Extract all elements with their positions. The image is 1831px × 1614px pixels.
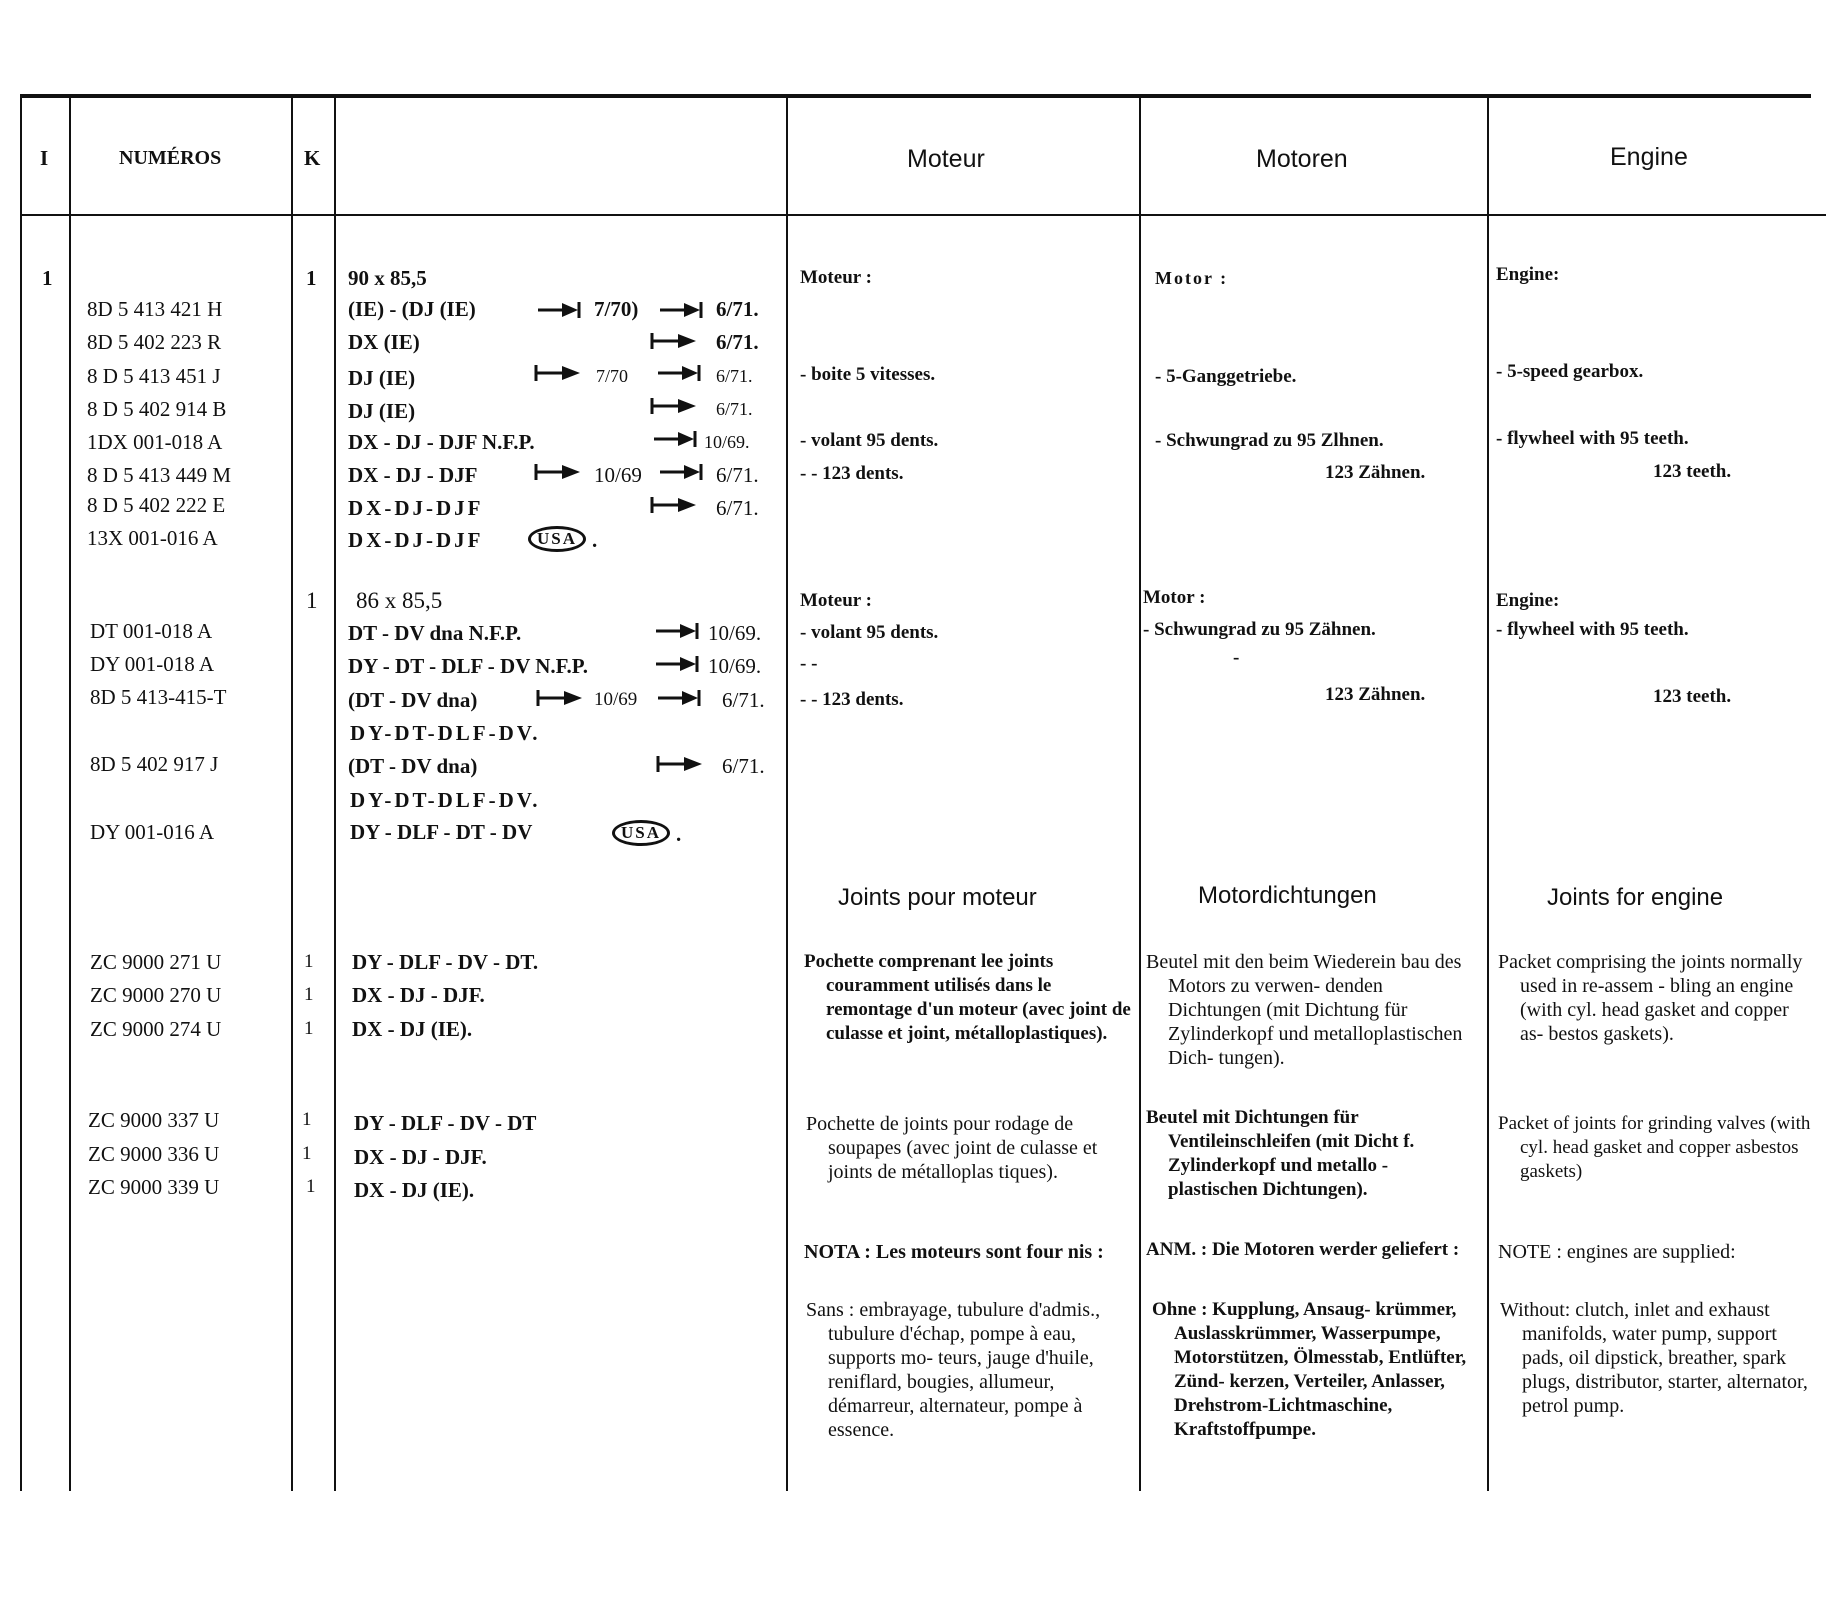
group2-en-teeth: 123 teeth. bbox=[1653, 686, 1732, 707]
joint-set2-fr-description bbox=[806, 1112, 1128, 1184]
group2-fr-title: Moteur : bbox=[800, 590, 872, 611]
group2-type-line: (DT - DV dna) bbox=[348, 688, 478, 712]
group1-date-until: 6/71. bbox=[716, 463, 759, 487]
group1-en-teeth: 123 teeth. bbox=[1653, 461, 1732, 482]
group1-type-line: DX-DJ-DJF bbox=[348, 496, 484, 520]
group1-date-until: 10/69. bbox=[704, 432, 750, 452]
group2-part-number: 8D 5 413-415-T bbox=[90, 685, 227, 709]
stamp-dot: . bbox=[676, 822, 682, 846]
header-col-i: I bbox=[40, 146, 49, 170]
group1-bore: 90 x 85,5 bbox=[348, 266, 427, 290]
group1-part-number: 8 D 5 402 222 E bbox=[87, 493, 226, 517]
group1-de-gearbox: - 5-Ganggetriebe. bbox=[1155, 366, 1297, 387]
top-rule bbox=[20, 94, 1811, 98]
group2-de-teeth: 123 Zähnen. bbox=[1325, 684, 1426, 705]
group1-date-until: 6/71. bbox=[716, 399, 753, 419]
nota-en-title: NOTE : engines are supplied: bbox=[1498, 1241, 1736, 1263]
header-col-k: K bbox=[304, 146, 321, 170]
group1-type-line: DJ (IE) bbox=[348, 366, 416, 390]
group1-fr-gearbox: - boite 5 vitesses. bbox=[800, 364, 936, 385]
joint-set2-qty: 1 bbox=[306, 1176, 316, 1197]
col-divider-3 bbox=[334, 96, 336, 1491]
joint-set1-en-text: Packet comprising the joints normally used in re-assem - bling an engine (with cyl. head gasket and copper as- bestos gaskets). bbox=[1498, 951, 1803, 1045]
joints-en-title: Joints for engine bbox=[1547, 884, 1724, 911]
until-arrow-icon bbox=[656, 364, 702, 382]
group1-part-number: 8 D 5 402 914 B bbox=[87, 397, 227, 421]
group2-en-flywheel: - flywheel with 95 teeth. bbox=[1496, 619, 1689, 640]
joint-set2-type: DX - DJ (IE). bbox=[354, 1178, 475, 1202]
from-arrow-icon bbox=[536, 301, 582, 319]
group1-date-until: 6/71. bbox=[716, 297, 759, 321]
group1-date-until: 6/71. bbox=[716, 366, 753, 386]
group2-type-line: DT - DV dna N.F.P. bbox=[348, 621, 522, 645]
joints-de-title: Motordichtungen bbox=[1198, 882, 1377, 909]
joint-set1-type: DY - DLF - DV - DT. bbox=[352, 950, 539, 974]
group1-date-until: 6/71. bbox=[716, 496, 759, 520]
header-col-en: Engine bbox=[1610, 143, 1688, 171]
group1-date-from: 7/70) bbox=[594, 297, 639, 321]
col-divider-0 bbox=[20, 96, 22, 1491]
tail-arrow-icon bbox=[534, 463, 584, 481]
group2-part-number: DT 001-018 A bbox=[90, 619, 213, 643]
group2-date-until: 10/69. bbox=[708, 621, 762, 645]
joint-set2-type: DY - DLF - DV - DT bbox=[354, 1111, 537, 1135]
nota-de-list bbox=[1152, 1298, 1482, 1442]
group2-date-until: 6/71. bbox=[722, 688, 765, 712]
nota-fr-list bbox=[806, 1298, 1138, 1442]
group1-part-number: 8D 5 402 223 R bbox=[87, 330, 222, 354]
nota-de-title: ANM. : Die Motoren werder geliefert : bbox=[1146, 1239, 1460, 1260]
nota-fr-title-block bbox=[804, 1240, 1134, 1264]
group1-quantity: 1 bbox=[306, 266, 317, 290]
group1-part-number: 8 D 5 413 449 M bbox=[87, 463, 232, 487]
usa-stamp: USA bbox=[528, 526, 586, 552]
nota-de-text: Ohne : Kupplung, Ansaug- krümmer, Auslasskrümmer, Wasserpumpe, Motorstützen, Ölmesstab, Entlüfter, Zünd- kerzen, Verteiler, Anlasser, Drehstrom-Lichtmaschine, Kraftstoffpumpe. bbox=[1152, 1299, 1467, 1440]
group1-part-number: 13X 001-016 A bbox=[87, 526, 218, 550]
group1-fr-title: Moteur : bbox=[800, 267, 872, 288]
until-arrow-icon bbox=[652, 430, 698, 448]
until-arrow-icon bbox=[654, 655, 700, 673]
group1-de-title: Motor : bbox=[1155, 268, 1229, 288]
group2-de-dash: - bbox=[1233, 647, 1240, 668]
group1-en-gearbox: - 5-speed gearbox. bbox=[1496, 361, 1644, 382]
group1-type-line: DX (IE) bbox=[348, 330, 420, 354]
col-divider-5 bbox=[1139, 96, 1141, 1491]
tail-arrow-icon bbox=[656, 755, 706, 773]
group2-type-line: (DT - DV dna) bbox=[348, 754, 478, 778]
group2-part-number: DY 001-018 A bbox=[90, 652, 215, 676]
group1-type-line: DJ (IE) bbox=[348, 399, 416, 423]
group2-fr-teeth: - - 123 dents. bbox=[800, 689, 904, 710]
stamp-dot: . bbox=[592, 528, 598, 552]
group2-fr-flywheel: - volant 95 dents. bbox=[800, 622, 939, 643]
group1-part-number: 1DX 001-018 A bbox=[87, 430, 223, 454]
until-arrow-icon bbox=[654, 622, 700, 640]
nota-en-list bbox=[1500, 1298, 1820, 1418]
joint-set1-qty: 1 bbox=[304, 951, 314, 972]
col-divider-6 bbox=[1487, 96, 1489, 1491]
group2-date-from: 10/69 bbox=[594, 689, 638, 710]
group2-type-line: DY - DT - DLF - DV N.F.P. bbox=[348, 654, 588, 678]
header-col-numeros: NUMÉROS bbox=[119, 147, 222, 169]
joint-set2-de-description bbox=[1146, 1106, 1476, 1202]
group2-quantity: 1 bbox=[306, 588, 318, 613]
group1-part-number: 8D 5 413 421 H bbox=[87, 297, 223, 321]
joint-set2-number: ZC 9000 336 U bbox=[88, 1142, 220, 1166]
joint-set1-fr-text: Pochette comprenant lee joints couramment utilisés dans le remontage d'un moteur (avec joint de culasse et joint, métalloplastiques). bbox=[804, 951, 1131, 1044]
until-arrow-icon bbox=[656, 689, 702, 707]
group2-de-flywheel: - Schwungrad zu 95 Zähnen. bbox=[1143, 619, 1376, 640]
col-divider-1 bbox=[69, 96, 71, 1491]
nota-de-title-block bbox=[1146, 1238, 1476, 1262]
until-arrow-icon bbox=[658, 301, 704, 319]
group2-date-until: 6/71. bbox=[722, 754, 765, 778]
nota-fr-text: Sans : embrayage, tubulure d'admis., tubulure d'échap, pompe à eau, supports mo- teurs, jauge d'huile, reniflard, bougies, allumeur, démarreur, alternateur, pompe à essence. bbox=[806, 1299, 1101, 1441]
nota-fr-title: NOTA : Les moteurs sont four nis : bbox=[804, 1241, 1104, 1263]
joint-set2-en-description bbox=[1498, 1112, 1818, 1184]
joint-set1-de-description bbox=[1146, 950, 1466, 1070]
group1-en-flywheel: - flywheel with 95 teeth. bbox=[1496, 428, 1689, 449]
joint-set1-de-text: Beutel mit den beim Wiederein bau des Motors zu verwen- denden Dichtungen (mit Dichtung für Zylinderkopf und metalloplastischen Dich- tungen). bbox=[1146, 951, 1463, 1069]
until-arrow-icon bbox=[658, 463, 704, 481]
tail-arrow-icon bbox=[650, 496, 700, 514]
tail-arrow-icon bbox=[650, 397, 700, 415]
joint-set2-qty: 1 bbox=[302, 1109, 312, 1130]
header-col-fr: Moteur bbox=[907, 145, 985, 173]
group1-type-line: DX - DJ - DJF N.F.P. bbox=[348, 430, 535, 454]
usa-stamp: USA bbox=[612, 820, 670, 846]
joint-set2-number: ZC 9000 339 U bbox=[88, 1175, 220, 1199]
group1-date-from: 10/69 bbox=[594, 463, 642, 487]
group2-en-title: Engine: bbox=[1496, 590, 1560, 611]
joint-set1-number: ZC 9000 274 U bbox=[90, 1017, 222, 1041]
group1-fr-teeth: - - 123 dents. bbox=[800, 463, 904, 484]
item-index: 1 bbox=[42, 266, 53, 290]
joint-set1-type: DX - DJ - DJF. bbox=[352, 983, 485, 1007]
group1-de-flywheel: - Schwungrad zu 95 Zlhnen. bbox=[1155, 430, 1384, 451]
group1-type-line: (IE) - (DJ (IE) bbox=[348, 297, 476, 321]
group2-bore: 86 x 85,5 bbox=[356, 588, 443, 613]
header-col-de: Motoren bbox=[1256, 145, 1348, 173]
joint-set2-qty: 1 bbox=[302, 1143, 312, 1164]
col-divider-4 bbox=[786, 96, 788, 1491]
joint-set1-number: ZC 9000 270 U bbox=[90, 983, 222, 1007]
col-divider-2 bbox=[291, 96, 293, 1491]
joint-set1-type: DX - DJ (IE). bbox=[352, 1017, 473, 1041]
joints-fr-title: Joints pour moteur bbox=[838, 884, 1037, 911]
group2-date-until: 10/69. bbox=[708, 654, 762, 678]
group1-fr-flywheel: - volant 95 dents. bbox=[800, 430, 939, 451]
group2-type-line: DY - DLF - DT - DV bbox=[350, 820, 533, 844]
group2-type-line: DY-DT-DLF-DV. bbox=[350, 721, 541, 745]
tail-arrow-icon bbox=[534, 364, 584, 382]
group2-part-number: 8D 5 402 917 J bbox=[90, 752, 219, 776]
group2-type-line: DY-DT-DLF-DV. bbox=[350, 788, 541, 812]
group2-part-number: DY 001-016 A bbox=[90, 820, 215, 844]
joint-set1-en-description bbox=[1498, 950, 1808, 1046]
group2-fr-dash: - - bbox=[800, 653, 818, 674]
group1-part-number: 8 D 5 413 451 J bbox=[87, 364, 221, 388]
nota-en-text: Without: clutch, inlet and exhaust manifolds, water pump, support pads, oil dipstick, breather, spark plugs, distributor, starter, alternator, petrol pump. bbox=[1500, 1299, 1808, 1417]
group2-de-title: Motor : bbox=[1143, 587, 1206, 608]
joint-set2-number: ZC 9000 337 U bbox=[88, 1108, 220, 1132]
group1-type-line: DX-DJ-DJF bbox=[348, 528, 484, 552]
joint-set1-number: ZC 9000 271 U bbox=[90, 950, 222, 974]
group1-en-title: Engine: bbox=[1496, 264, 1560, 285]
joint-set1-qty: 1 bbox=[304, 1018, 314, 1039]
joint-set2-type: DX - DJ - DJF. bbox=[354, 1145, 487, 1169]
tail-arrow-icon bbox=[650, 332, 700, 350]
joint-set1-qty: 1 bbox=[304, 984, 314, 1005]
joint-set1-fr-description bbox=[804, 950, 1134, 1046]
group1-de-teeth: 123 Zähnen. bbox=[1325, 462, 1426, 483]
joint-set2-en-text: Packet of joints for grinding valves (with cyl. head gasket and copper asbestos gaskets) bbox=[1498, 1113, 1811, 1182]
joint-set2-fr-text: Pochette de joints pour rodage de soupapes (avec joint de culasse et joints de métalloplas tiques). bbox=[806, 1113, 1098, 1183]
group1-date-until: 6/71. bbox=[716, 330, 759, 354]
tail-arrow-icon bbox=[536, 689, 586, 707]
joint-set2-de-text: Beutel mit Dichtungen für Ventileinschleifen (mit Dicht f. Zylinderkopf und metallo - plastischen Dichtungen). bbox=[1146, 1107, 1415, 1200]
group1-date-from: 7/70 bbox=[596, 366, 629, 386]
group1-type-line: DX - DJ - DJF bbox=[348, 463, 478, 487]
